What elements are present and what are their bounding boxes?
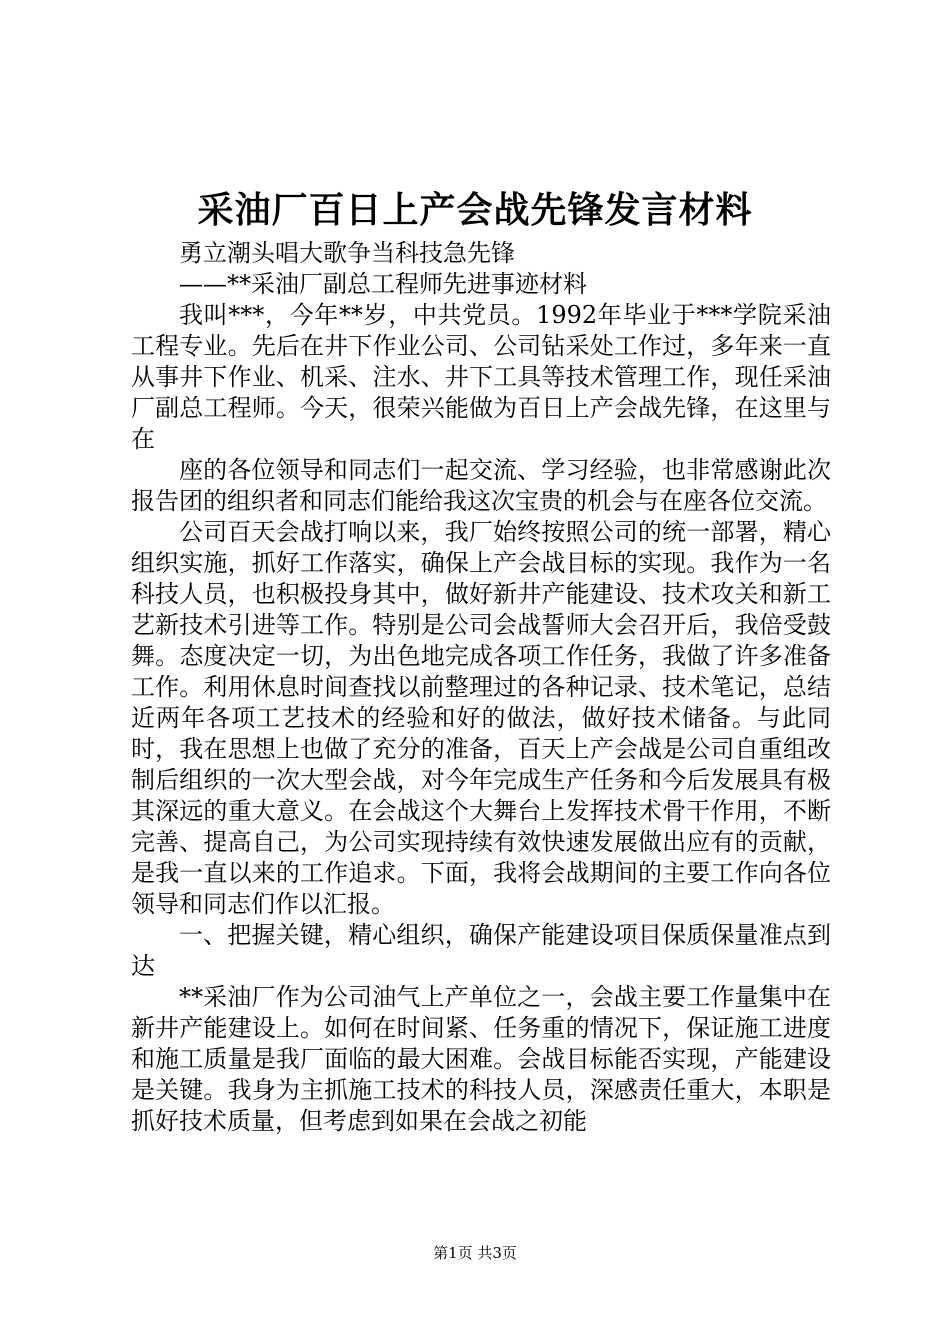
- document-body: [131, 238, 831, 1137]
- paragraph-intro: 我叫***，今年**岁，中共党员。1992年毕业于***学院采油工程专业。先后在井下作业公司、公司钻采处工作过，多年来一直从事井下作业、机采、注水、井下工具等技术管理工作，现任采油厂副总工程师。今天，很荣兴能做为百日上产会战先锋，在这里与在: [131, 301, 831, 453]
- paragraph-campaign: 公司百天会战打响以来，我厂始终按照公司的统一部署，精心组织实施，抓好工作落实，确保上产会战目标的实现。我作为一名科技人员，也积极投身其中，做好新井产能建设、技术攻关和新工艺新技术引进等工作。特别是公司会战誓师大会召开后，我倍受鼓舞。态度决定一切，为出色地完成各项工作任务，我做了许多准备工作。利用休息时间查找以前整理过的各种记录、技术笔记，总结近两年各项工艺技术的经验和好的做法，做好技术储备。与此同时，我在思想上也做了充分的准备，百天上产会战是公司自重组改制后组织的一次大型会战，对今年完成生产任务和今后发展具有极其深远的重大意义。在会战这个大舞台上发挥技术骨干作用，不断完善、提高自己，为公司实现持续有效快速发展做出应有的贡献，是我一直以来的工作追求。下面，我将会战期间的主要工作向各位领导和同志们作以汇报。: [131, 518, 831, 918]
- page-number-footer: 第1页 共3页: [433, 1244, 517, 1262]
- document-title: 采油厂百日上产会战先锋发言材料: [197, 189, 753, 231]
- paragraph-capacity: **采油厂作为公司油气上产单位之一，会战主要工作量集中在新井产能建设上。如何在时间紧、任务重的情况下，保证施工进度和施工质量是我厂面临的最大困难。会战目标能否实现，产能建设是关键。我身为主抓施工技术的科技人员，深感责任重大，本职是抓好技术质量，但考虑到如果在会战之初能: [131, 983, 831, 1135]
- section-heading-1: 一、把握关键，精心组织，确保产能建设项目保质保量准点到达: [131, 921, 831, 980]
- subtitle-source-line: ——**采油厂副总工程师先进事迹材料: [179, 270, 587, 298]
- paragraph-thanks: 座的各位领导和同志们一起交流、学习经验，也非常感谢此次报告团的组织者和同志们能给我这次宝贵的机会与在座各位交流。: [131, 456, 831, 515]
- subtitle-line: 勇立潮头唱大歌争当科技急先锋: [179, 239, 515, 267]
